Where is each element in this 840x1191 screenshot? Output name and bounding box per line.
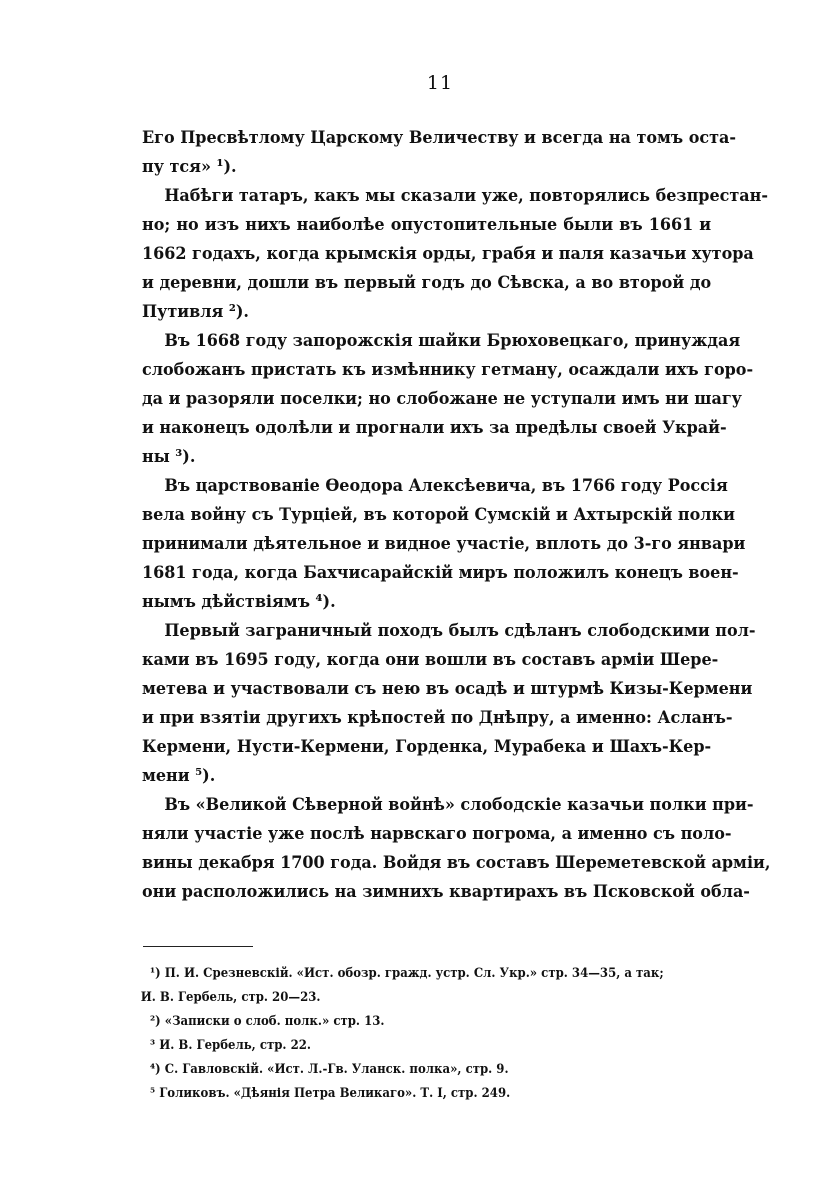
text-line: Въ «Великой Сѣверной войнѣ» слободскіе казачьи полки при-	[164, 795, 754, 815]
text-line: пу тся» ¹).	[142, 157, 237, 177]
footnote-1: ¹) П. И. Срезневскій. «Ист. обозр. гражд. устр. Сл. Укр.» стр. 34—35, а так;	[150, 965, 664, 980]
paragraph-5	[142, 617, 756, 791]
paragraph-6	[142, 791, 771, 907]
page-number: 11	[426, 72, 454, 94]
text-line: ками въ 1695 году, когда они вошли въ составъ арміи Шере-	[142, 650, 719, 670]
text-line: нымъ дѣйствіямъ ⁴).	[142, 592, 336, 612]
text-line: но; но изъ нихъ наиболѣе опустопительные были въ 1661 и	[142, 215, 712, 235]
text-line: и при взятіи другихъ крѣпостей по Днѣпру, а именно: Асланъ-	[142, 708, 733, 728]
text-line: метева и участвовали съ нею въ осадѣ и штурмѣ Кизы-Кермени	[142, 679, 753, 699]
text-line: Въ 1668 году запорожскія шайки Брюховецкаго, принуждая	[164, 331, 741, 351]
text-line: ны ³).	[142, 447, 196, 467]
footnotes	[140, 961, 745, 1105]
text-line: да и разоряли поселки; но слобожане не уступали имъ ни шагу	[142, 389, 742, 409]
body-text	[142, 124, 771, 907]
text-line: Въ царствованіе Ѳеодора Алексѣевича, въ 1766 году Россія	[164, 476, 728, 496]
footnote-3: ³ И. В. Гербель, стр. 22.	[150, 1037, 311, 1052]
text-line: Набѣги татаръ, какъ мы сказали уже, повторялись безпрестан-	[164, 186, 768, 206]
footnote-2: ²) «Записки о слоб. полк.» стр. 13.	[150, 1013, 385, 1028]
text-line: принимали дѣятельное и видное участіе, вплоть до 3-го январи	[142, 534, 746, 554]
text-line: няли участіе уже послѣ нарвскаго погрома, а именно съ поло-	[142, 824, 732, 844]
text-line: слобожанъ пристать къ измѣннику гетману, осаждали ихъ горо-	[142, 360, 754, 380]
footnote-1-continuation: И. В. Гербель, стр. 20—23.	[140, 989, 321, 1004]
footnote-5: ⁵ Голиковъ. «Дѣянія Петра Великаго». Т. I, стр. 249.	[150, 1085, 511, 1100]
text-line: мени ⁵).	[142, 766, 216, 786]
text-line: и деревни, дошли въ первый годъ до Сѣвска, а во второй до	[142, 273, 712, 293]
text-line: Первый заграничный походъ былъ сдѣланъ слободскими пол-	[164, 621, 756, 641]
text-line: вела войну съ Турціей, въ которой Сумскій и Ахтырскій полки	[142, 505, 735, 525]
text-line: вины декабря 1700 года. Войдя въ составъ Шереметевской арміи,	[142, 853, 771, 873]
paragraph-1	[142, 124, 737, 182]
text-line: 1681 года, когда Бахчисарайскій миръ положилъ конецъ воен-	[142, 563, 739, 583]
footnote-divider	[143, 946, 253, 947]
footnote-4: ⁴) С. Гавловскій. «Ист. Л.-Гв. Уланск. полка», стр. 9.	[150, 1061, 509, 1076]
text-line: и наконецъ одолѣли и прогнали ихъ за предѣлы своей Украй-	[142, 418, 727, 438]
text-line: они расположились на зимнихъ квартирахъ въ Псковской обла-	[142, 882, 750, 902]
text-line: Кермени, Нусти-Кермени, Горденка, Мурабека и Шахъ-Кер-	[142, 737, 712, 757]
text-line: 1662 годахъ, когда крымскія орды, грабя и паля казачьи хутора	[142, 244, 754, 264]
text-line: Его Пресвѣтлому Царскому Величеству и всегда на томъ оста-	[142, 128, 737, 148]
paragraph-4	[142, 472, 746, 617]
paragraph-3	[142, 327, 754, 472]
text-line: Путивля ²).	[142, 302, 249, 322]
paragraph-2	[142, 182, 768, 327]
